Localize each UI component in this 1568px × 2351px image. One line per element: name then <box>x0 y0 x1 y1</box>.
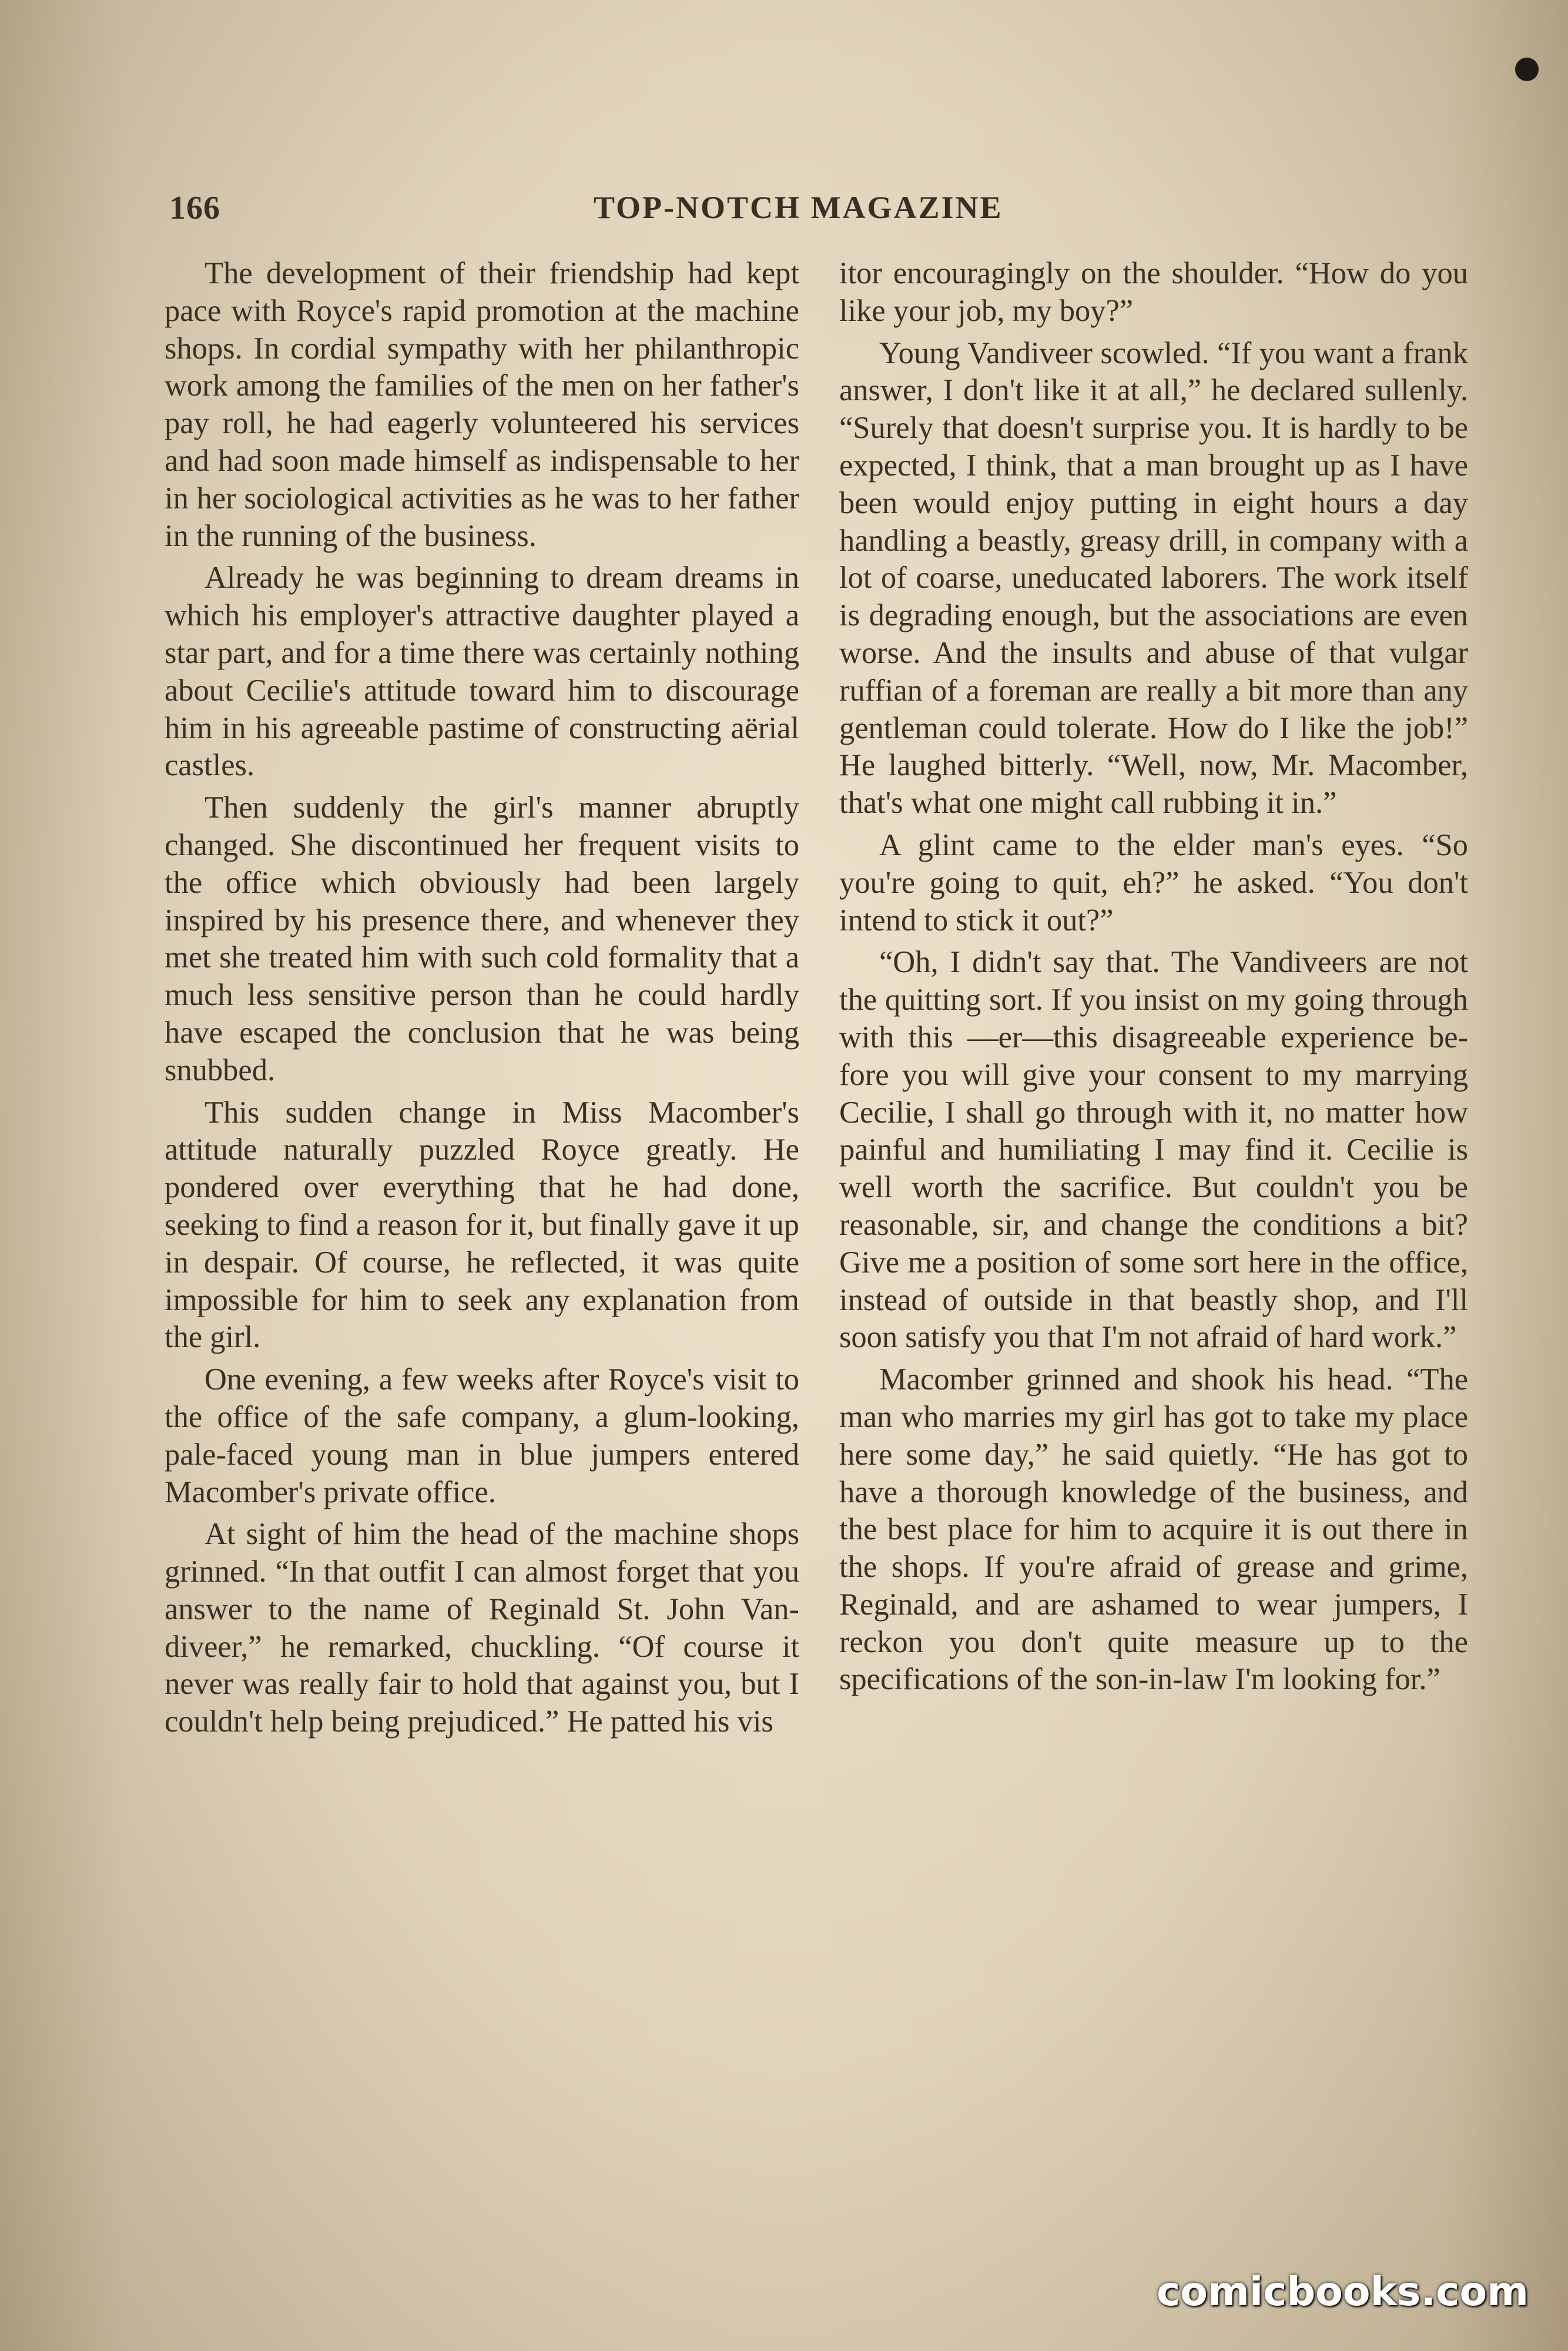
watermark: comicbooks.com <box>1157 2269 1529 2315</box>
paragraph: The development of their friendship had kept pace with Royce's rapid promotion at the machine shops. In cordial sympathy with her philanthropic work among the families of the men on her father's pay roll, he had eagerly volunteered his services and had soon made himself as indispensable to her in her sociological activities as he was to her father in the running of the business. <box>165 256 799 553</box>
page-number: 166 <box>169 190 220 226</box>
paragraph: “Oh, I didn't say that. The Vandiveers are not the quitting sort. If you insist on my going through with this —er—this disagreeable experience before you will give your consent to my marrying Cecilie, I shall go through with it, no matter how painful and humiliating I may find it. Cecilie is well worth the sacrifice. But couldn't you be reasonable, sir, and change the conditions a bit? Give me a position of some sort here in the office, instead of outside in that beastly shop, and I'll soon satisfy you that I'm not afraid of hard work.” <box>839 945 1468 1355</box>
right-column <box>839 255 1468 1703</box>
left-column <box>165 255 799 1746</box>
paragraph: A glint came to the elder man's eyes. “So you're going to quit, eh?” he asked. “You don't intend to stick it out?” <box>839 828 1468 937</box>
paragraph: Already he was beginning to dream dreams in which his employer's attractive daughter played a star part, and for a time there was certainly nothing about Cecilie's attitude toward him to discourage him in his agreeable pastime of constructing aërial castles. <box>165 561 799 783</box>
paragraph: At sight of him the head of the machine shops grinned. “In that outfit I can almost forget that you answer to the name of Reginald St. John Vandiveer,” he remarked, chuckling. “Of course it never was really fair to hold that against you, but I couldn't help being prejudiced.” He patted his vis <box>165 1517 799 1739</box>
paragraph-continuation: itor encouragingly on the shoulder. “How do you like your job, my boy?” <box>839 256 1468 328</box>
paragraph: One evening, a few weeks after Royce's visit to the office of the safe company, a glum-looking, pale-faced young man in blue jumpers entered Macomber's private office. <box>165 1362 799 1509</box>
running-head <box>0 189 1568 236</box>
ink-spot <box>1515 58 1539 81</box>
paragraph: Then suddenly the girl's manner abruptly changed. She discontinued her frequent visits to the office which obviously had been largely inspired by his presence there, and whenever they met she treated him with such cold formality that a much less sensitive person than he could hardly have escaped the conclusion that he was being snubbed. <box>165 791 799 1087</box>
paragraph: This sudden change in Miss Macomber's attitude naturally puzzled Royce greatly. He pondered over everything that he had done, seeking to find a reason for it, but finally gave it up in despair. Of course, he reflected, it was quite impossible for him to seek any explanation from the girl. <box>165 1095 799 1355</box>
paragraph: Young Vandiveer scowled. “If you want a frank answer, I don't like it at all,” he declared sullenly. “Surely that doesn't surprise you. It is hardly to be expected, I think, that a man brought up as I have been would enjoy putting in eight hours a day handling a beastly, greasy drill, in company with a lot of coarse, uneducated laborers. The work itself is degrading enough, but the associations are even worse. And the insults and abuse of that vulgar ruffian of a foreman are really a bit more than any gentleman could tolerate. How do I like the job!” He laughed bitterly. “Well, now, Mr. Macomber, that's what one might call rubbing it in.” <box>839 336 1468 820</box>
paragraph: Macomber grinned and shook his head. “The man who marries my girl has got to take my place here some day,” he said quietly. “He has got to have a thorough knowledge of the business, and the best place for him to acquire it is out there in the shops. If you're afraid of grease and grime, Reginald, and are ashamed to wear jumpers, I reckon you don't quite measure up to the specifications of the son-in-law I'm looking for.” <box>839 1362 1468 1697</box>
magazine-title: TOP-NOTCH MAGAZINE <box>594 190 1003 225</box>
